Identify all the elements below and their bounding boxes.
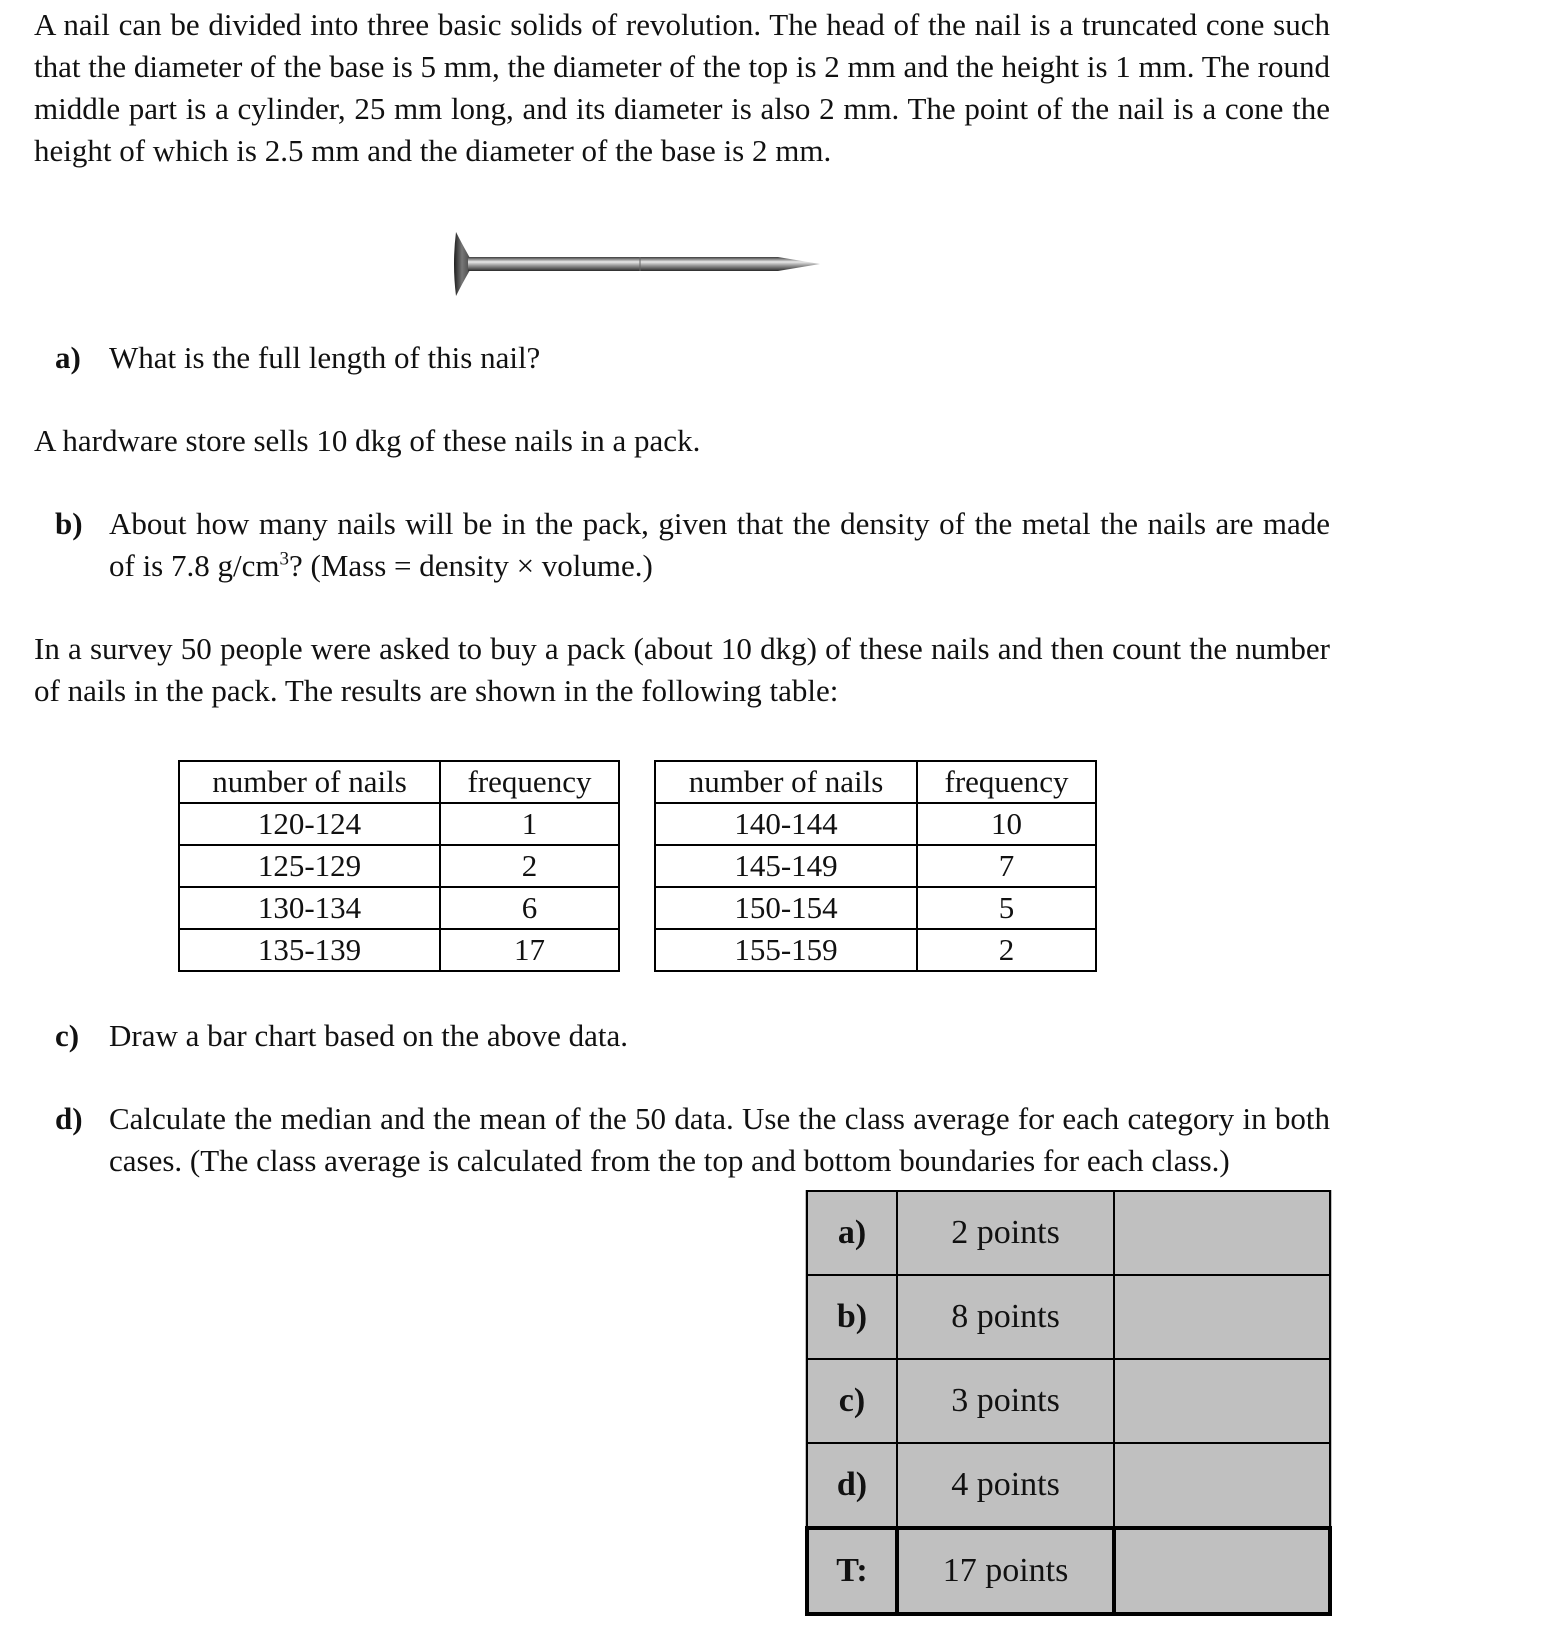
question-a-label: a) <box>55 340 81 375</box>
superscript: 3 <box>279 548 289 570</box>
table-row: a) 2 points <box>807 1191 1330 1275</box>
total-score-cell[interactable] <box>1114 1528 1330 1614</box>
score-cell[interactable] <box>1114 1275 1330 1359</box>
question-b <box>55 503 1330 587</box>
table-row: b) 8 points <box>807 1275 1330 1359</box>
question-d-text: Calculate the median and the mean of the 50 data. Use the class average for each category in both cases. (The class average is calculated from the top and bottom boundaries for each class.) <box>109 1101 1330 1178</box>
intro-paragraph: A nail can be divided into three basic solids of revolution. The head of the nail is a truncated cone such that the diameter of the base is 5 mm, the diameter of the top is 2 mm and the height is 1 mm. The round middle part is a cylinder, 25 mm long, and its diameter is also 2 mm. The point of the nail is a cone the height of which is 2.5 mm and the diameter of the base is 2 mm. <box>34 7 1330 168</box>
header-number-of-nails: number of nails <box>655 761 917 803</box>
question-d-label: d) <box>55 1101 83 1136</box>
question-b-text: About how many nails will be in the pack, given that the density of the metal the nails are made of is 7.8 $g/cm^3$? (Mass = density × volume.) <box>109 506 1330 583</box>
table-row: 145-149 7 <box>655 845 1096 887</box>
frequency-table-left <box>178 760 620 972</box>
header-number-of-nails: number of nails <box>179 761 440 803</box>
question-a <box>55 337 1330 379</box>
question-d <box>55 1098 1330 1182</box>
question-a-text: What is the full length of this nail? <box>109 340 541 375</box>
store-paragraph: A hardware store sells 10 dkg of these nails in a pack. <box>34 423 701 458</box>
table-row: 130-134 6 <box>179 887 619 929</box>
question-b-label: b) <box>55 506 83 541</box>
header-frequency: frequency <box>440 761 619 803</box>
question-c-label: c) <box>55 1018 80 1053</box>
table-row: 140-144 10 <box>655 803 1096 845</box>
table-row: c) 3 points <box>807 1359 1330 1443</box>
survey-paragraph: In a survey 50 people were asked to buy a pack (about 10 dkg) of these nails and then count the number of nails in the pack. The results are shown in the following table: <box>34 631 1330 708</box>
score-cell[interactable] <box>1114 1359 1330 1443</box>
total-row: T: 17 points <box>807 1528 1330 1614</box>
table-row: d) 4 points <box>807 1443 1330 1528</box>
header-frequency: frequency <box>917 761 1096 803</box>
table-row: 155-159 2 <box>655 929 1096 971</box>
nail-illustration <box>452 228 822 300</box>
points-table <box>805 1190 1332 1616</box>
score-cell[interactable] <box>1114 1443 1330 1528</box>
question-c-text: Draw a bar chart based on the above data. <box>109 1018 629 1053</box>
table-row: 150-154 5 <box>655 887 1096 929</box>
table-row: 125-129 2 <box>179 845 619 887</box>
score-cell[interactable] <box>1114 1191 1330 1275</box>
table-row: 135-139 17 <box>179 929 619 971</box>
table-row: 120-124 1 <box>179 803 619 845</box>
question-c <box>55 1015 1330 1057</box>
frequency-table-right <box>654 760 1097 972</box>
